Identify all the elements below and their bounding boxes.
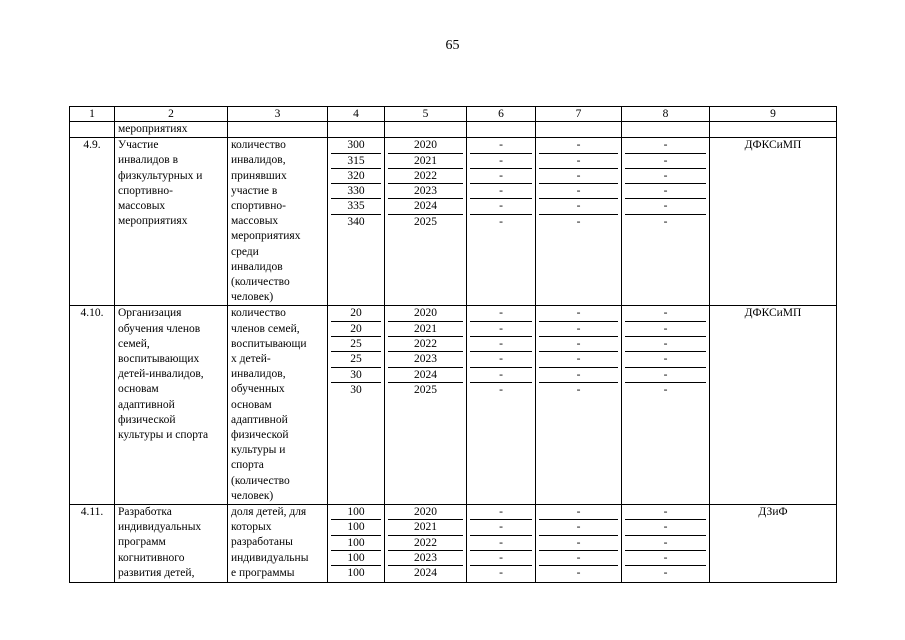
text-line: основам <box>231 398 272 411</box>
continuation-indicator <box>228 122 328 138</box>
value-cell: 100 <box>331 520 381 535</box>
continuation-row <box>70 122 837 138</box>
text-line: инвалидов в <box>118 154 179 167</box>
target-values <box>328 138 385 306</box>
header-col-8: 8 <box>622 107 710 122</box>
value-cell: 2023 <box>388 184 463 199</box>
text-line: физической <box>118 413 176 426</box>
column-6-values <box>467 306 536 505</box>
responsible: ДФКСиМП <box>710 306 837 505</box>
value-cell: - <box>663 567 668 580</box>
value-cell: - <box>470 520 532 535</box>
value-cell: - <box>470 153 532 168</box>
value-cell: 20 <box>331 306 381 321</box>
value-cell: - <box>625 321 706 336</box>
text-line: е программы <box>231 566 295 579</box>
value-cell: 100 <box>347 567 365 580</box>
responsible: ДФКСиМП <box>710 138 837 306</box>
years <box>385 138 467 306</box>
value-cell: - <box>470 550 532 565</box>
text-line: человек) <box>231 489 274 502</box>
column-6-values <box>467 505 536 583</box>
value-cell: - <box>470 535 532 550</box>
value-cell: - <box>625 138 706 153</box>
table-row <box>70 138 837 306</box>
text-line: Разработка <box>118 506 172 519</box>
value-cell: 2024 <box>414 567 437 580</box>
value-stack <box>539 306 618 397</box>
value-cell: 2024 <box>388 367 463 382</box>
text-line: массовых <box>231 215 279 228</box>
text-line: человек) <box>231 291 274 304</box>
value-cell: - <box>625 199 706 214</box>
value-cell: - <box>539 352 618 367</box>
value-cell: 2023 <box>388 352 463 367</box>
text-line: адаптивной <box>231 413 288 426</box>
text-line: Участие <box>118 139 159 152</box>
text-line: детей-инвалидов, <box>118 368 204 381</box>
text-line: (количество <box>231 474 290 487</box>
years <box>385 306 467 505</box>
header-col-7: 7 <box>536 107 622 122</box>
value-cell: - <box>539 184 618 199</box>
value-cell: 2022 <box>388 535 463 550</box>
header-col-5: 5 <box>385 107 467 122</box>
text-line: когнитивного <box>118 551 185 564</box>
column-8-values <box>622 138 710 306</box>
value-cell: 2024 <box>388 199 463 214</box>
value-cell: 2021 <box>388 321 463 336</box>
value-cell: - <box>539 550 618 565</box>
value-cell: - <box>663 383 668 396</box>
value-cell: 2021 <box>388 153 463 168</box>
measure-indicator <box>228 505 328 583</box>
header-col-3: 3 <box>228 107 328 122</box>
value-stack <box>470 138 532 229</box>
text-line: х детей- <box>231 353 271 366</box>
header-col-9: 9 <box>710 107 837 122</box>
value-cell: 100 <box>331 550 381 565</box>
text-line: которых <box>231 521 272 534</box>
value-cell: - <box>625 550 706 565</box>
text-line: членов семей, <box>231 322 300 335</box>
text-line: количество <box>231 307 286 320</box>
measure-name <box>115 505 228 583</box>
value-stack <box>625 505 706 580</box>
value-cell: 30 <box>350 383 362 396</box>
value-cell: 20 <box>331 321 381 336</box>
value-cell: - <box>539 535 618 550</box>
text-line: воспитывающи <box>231 337 307 350</box>
continuation-responsible <box>710 122 837 138</box>
value-cell: - <box>539 306 618 321</box>
value-cell: 2023 <box>388 550 463 565</box>
target-values <box>328 505 385 583</box>
table-row <box>70 306 837 505</box>
measure-number: 4.9. <box>70 138 115 306</box>
header-row <box>70 107 837 122</box>
continuation-num <box>70 122 115 138</box>
text-line: Организация <box>118 307 182 320</box>
text-line: инвалидов, <box>231 368 286 381</box>
value-cell: - <box>625 168 706 183</box>
value-cell: - <box>663 215 668 228</box>
column-8-values <box>622 306 710 505</box>
text-line: принявших <box>231 169 287 182</box>
header-col-1: 1 <box>70 107 115 122</box>
text-line: программ <box>118 536 166 549</box>
value-stack <box>388 505 463 580</box>
text-line: (количество <box>231 276 290 289</box>
column-7-values <box>536 505 622 583</box>
value-cell: 100 <box>331 505 381 520</box>
value-cell: - <box>539 520 618 535</box>
continuation-value <box>328 122 385 138</box>
value-cell: - <box>539 367 618 382</box>
value-cell: 100 <box>331 535 381 550</box>
continuation-c7 <box>536 122 622 138</box>
value-stack <box>331 138 381 229</box>
measures-table <box>69 106 837 583</box>
value-cell: 25 <box>331 337 381 352</box>
value-cell: - <box>470 168 532 183</box>
measure-number: 4.10. <box>70 306 115 505</box>
value-stack <box>388 306 463 397</box>
continuation-name: мероприятиях <box>115 122 228 138</box>
value-cell: 2025 <box>414 383 437 396</box>
header-col-2: 2 <box>115 107 228 122</box>
value-stack <box>331 505 381 580</box>
text-line: инвалидов, <box>231 154 286 167</box>
value-stack <box>625 138 706 229</box>
value-cell: 335 <box>331 199 381 214</box>
value-stack <box>470 306 532 397</box>
value-cell: 2020 <box>388 505 463 520</box>
value-stack <box>388 138 463 229</box>
value-cell: - <box>539 168 618 183</box>
text-line: физкультурных и <box>118 169 203 182</box>
continuation-c6 <box>467 122 536 138</box>
column-6-values <box>467 138 536 306</box>
value-stack <box>539 505 618 580</box>
text-line: спортивно- <box>118 184 173 197</box>
value-cell: 330 <box>331 184 381 199</box>
text-line: основам <box>118 383 159 396</box>
column-8-values <box>622 505 710 583</box>
continuation-c8 <box>622 122 710 138</box>
value-cell: - <box>539 321 618 336</box>
value-cell: - <box>625 505 706 520</box>
value-cell: - <box>470 138 532 153</box>
text-line: спорта <box>231 459 264 472</box>
continuation-year <box>385 122 467 138</box>
years <box>385 505 467 583</box>
measure-indicator <box>228 306 328 505</box>
text-line: среди <box>231 245 259 258</box>
header-col-6: 6 <box>467 107 536 122</box>
value-stack <box>539 138 618 229</box>
value-cell: 340 <box>347 215 365 228</box>
value-cell: - <box>539 337 618 352</box>
value-cell: - <box>625 520 706 535</box>
value-cell: - <box>625 306 706 321</box>
value-cell: - <box>625 367 706 382</box>
value-cell: - <box>576 215 581 228</box>
text-line: адаптивной <box>118 398 175 411</box>
text-line: культуры и спорта <box>118 429 209 442</box>
value-cell: - <box>470 505 532 520</box>
text-line: разработаны <box>231 536 293 549</box>
responsible: ДЗиФ <box>710 505 837 583</box>
text-line: культуры и <box>231 444 286 457</box>
value-cell: - <box>470 184 532 199</box>
text-line: мероприятиях <box>231 230 301 243</box>
value-cell: - <box>470 367 532 382</box>
header-col-4: 4 <box>328 107 385 122</box>
text-line: количество <box>231 139 286 152</box>
page-number: 65 <box>445 38 460 53</box>
column-7-values <box>536 138 622 306</box>
measure-name <box>115 306 228 505</box>
table-row <box>70 505 837 583</box>
text-line: мероприятиях <box>118 215 188 228</box>
value-cell: 2020 <box>388 138 463 153</box>
value-cell: 315 <box>331 153 381 168</box>
value-cell: - <box>539 153 618 168</box>
value-cell: - <box>625 535 706 550</box>
value-cell: 320 <box>331 168 381 183</box>
value-cell: - <box>499 215 503 228</box>
value-cell: 25 <box>331 352 381 367</box>
value-stack <box>331 306 381 397</box>
measure-indicator <box>228 138 328 306</box>
value-stack <box>625 306 706 397</box>
value-cell: - <box>625 337 706 352</box>
text-line: обученных <box>231 383 285 396</box>
value-cell: - <box>539 199 618 214</box>
value-cell: 2021 <box>388 520 463 535</box>
measure-number: 4.11. <box>70 505 115 583</box>
target-values <box>328 306 385 505</box>
text-line: воспитывающих <box>118 353 200 366</box>
text-line: физической <box>231 429 289 442</box>
value-cell: - <box>470 321 532 336</box>
text-line: массовых <box>118 200 166 213</box>
value-cell: - <box>625 184 706 199</box>
value-cell: 2025 <box>414 215 437 228</box>
value-cell: - <box>499 567 503 580</box>
value-cell: - <box>470 352 532 367</box>
text-line: семей, <box>118 337 150 350</box>
value-cell: 2020 <box>388 306 463 321</box>
text-line: спортивно- <box>231 200 286 213</box>
value-cell: 2022 <box>388 168 463 183</box>
value-cell: - <box>470 306 532 321</box>
value-cell: - <box>625 352 706 367</box>
value-cell: 300 <box>331 138 381 153</box>
measure-name <box>115 138 228 306</box>
text-line: развития детей, <box>118 566 195 579</box>
text-line: индивидуальны <box>231 551 309 564</box>
text-line: участие в <box>231 184 278 197</box>
value-cell: - <box>470 199 532 214</box>
value-cell: - <box>539 138 618 153</box>
value-cell: 30 <box>331 367 381 382</box>
text-line: индивидуальных <box>118 521 202 534</box>
value-cell: - <box>625 153 706 168</box>
text-line: доля детей, для <box>231 506 307 519</box>
value-cell: - <box>576 383 581 396</box>
value-cell: 2022 <box>388 337 463 352</box>
value-cell: - <box>576 567 581 580</box>
value-cell: - <box>470 337 532 352</box>
text-line: обучения членов <box>118 322 201 335</box>
value-cell: - <box>539 505 618 520</box>
value-cell: - <box>499 383 503 396</box>
value-stack <box>470 505 532 580</box>
column-7-values <box>536 306 622 505</box>
text-line: инвалидов <box>231 260 283 273</box>
